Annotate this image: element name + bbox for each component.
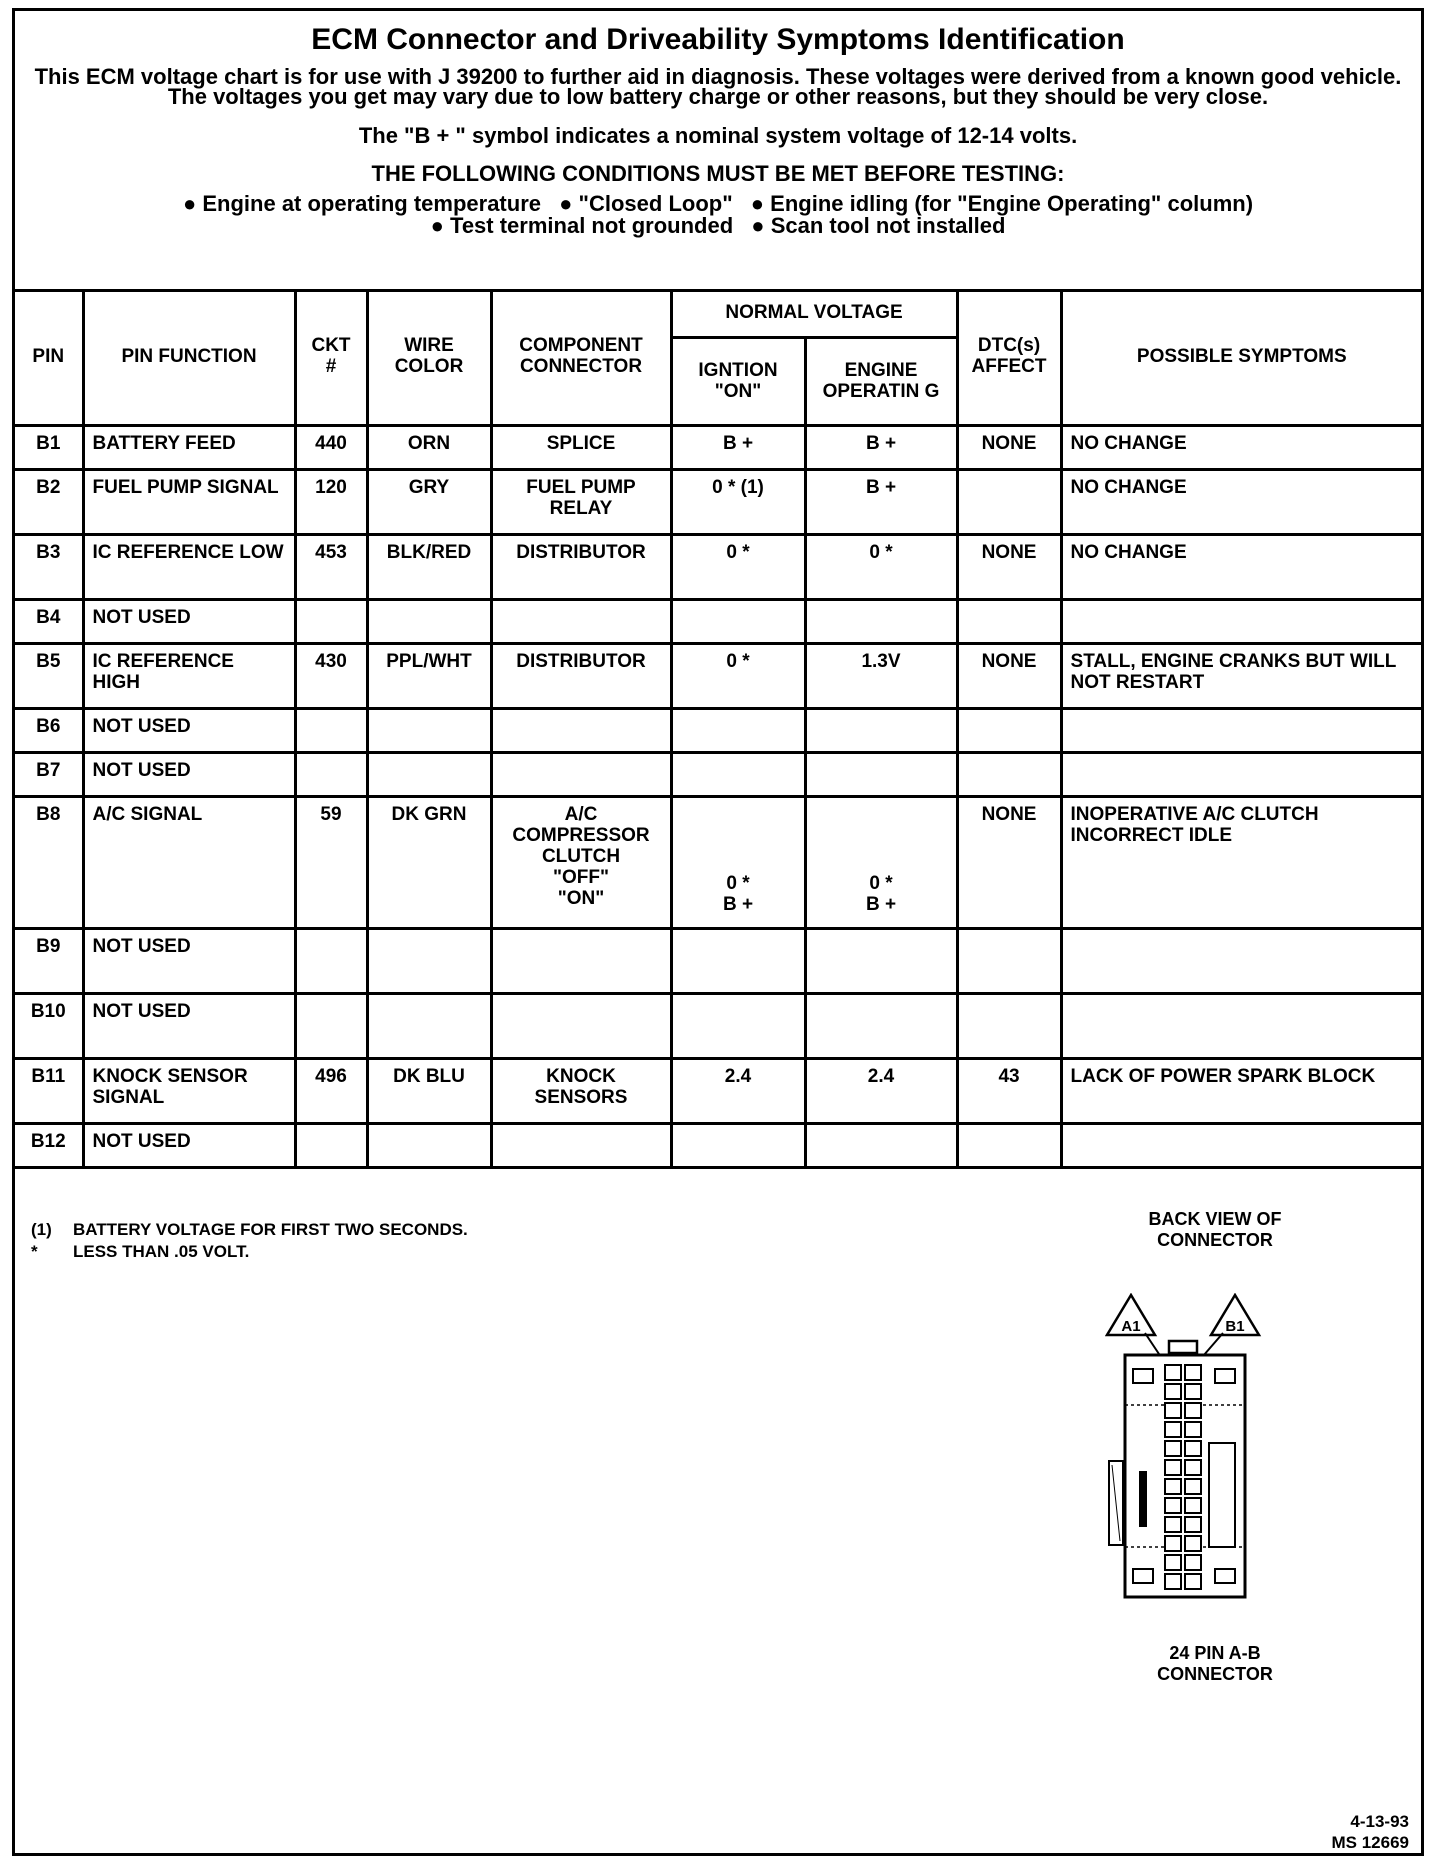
right-panel [1209, 1443, 1235, 1547]
table-row [15, 928, 1421, 993]
pin-cavity [1185, 1536, 1201, 1551]
cell-function: NOT USED [83, 928, 295, 993]
pin-cavity [1165, 1498, 1181, 1513]
intro-paragraph: This ECM voltage chart is for use with J 39200 to further aid in diagnosis. These voltages were derived from a known good vehicle. The voltages you get may vary due to low battery charge or other reasons, but they should be very close. [34, 64, 1402, 109]
cell-symptoms: STALL, ENGINE CRANKS BUT WILL NOT RESTART [1061, 643, 1421, 708]
cell-ckt: 496 [295, 1058, 367, 1123]
table-row [15, 469, 1421, 534]
cell-symptoms: NO CHANGE [1061, 534, 1421, 599]
cell-pin: B5 [15, 643, 83, 708]
pin-cavity [1185, 1555, 1201, 1570]
cell-dtc: NONE [957, 643, 1061, 708]
condition-item: ● Scan tool not installed [751, 213, 1006, 238]
bullet-icon: ● [182, 191, 197, 216]
cell-ignition: 0 * (1) [671, 469, 805, 534]
bullet-icon: ● [750, 191, 765, 216]
cell-pin: B9 [15, 928, 83, 993]
cell-wire: PPL/WHT [367, 643, 491, 708]
footnote-text: BATTERY VOLTAGE FOR FIRST TWO SECONDS. [73, 1220, 468, 1239]
col-header-ckt: CKT # [295, 289, 367, 425]
pin-cavity [1165, 1365, 1181, 1380]
table-row [15, 1058, 1421, 1123]
component-state-on: "ON" [557, 887, 605, 909]
cell-engine: 1.3V [805, 643, 957, 708]
cell-wire: GRY [367, 469, 491, 534]
pin-cavity [1185, 1479, 1201, 1494]
col-header-component: COMPONENT CONNECTOR [491, 289, 671, 425]
table-row [15, 752, 1421, 796]
col-header-ignition-on: IGNTION "ON" [671, 337, 805, 425]
table-row [15, 796, 1421, 928]
pin-cavity [1165, 1422, 1181, 1437]
col-header-normal-voltage: NORMAL VOLTAGE [671, 289, 957, 337]
voltage-table [15, 289, 1421, 1169]
cell-wire: ORN [367, 425, 491, 469]
pin-cavity [1185, 1574, 1201, 1589]
cell-dtc: NONE [957, 425, 1061, 469]
cell-component: KNOCK SENSORS [491, 1058, 671, 1123]
pin-cavity [1185, 1403, 1201, 1418]
condition-item: ● "Closed Loop" [559, 191, 733, 216]
bullet-icon: ● [559, 191, 573, 216]
cell-function: NOT USED [83, 752, 295, 796]
bplus-note: The "B + " symbol indicates a nominal system voltage of 12-14 volts. [358, 123, 1078, 148]
cell-symptoms: NO CHANGE [1061, 425, 1421, 469]
pin-cavity [1185, 1384, 1201, 1399]
table-row [15, 425, 1421, 469]
cell-engine: B + [805, 425, 957, 469]
pin-cavity [1165, 1384, 1181, 1399]
cell-function: IC REFERENCE HIGH [83, 643, 295, 708]
cell-engine: B + [805, 469, 957, 534]
pin-cavity [1165, 1517, 1181, 1532]
pin-cavity [1185, 1441, 1201, 1456]
col-header-dtc: DTC(s) AFFECT [957, 289, 1061, 425]
table-row [15, 708, 1421, 752]
table-row [15, 993, 1421, 1058]
label-b1: B1 [1225, 1318, 1245, 1335]
condition-item: ● Engine at operating temperature [182, 191, 541, 216]
footnote-mark: (1) [31, 1220, 52, 1239]
cell-function: NOT USED [83, 599, 295, 643]
stamp-date: 4-13-93 [1350, 1812, 1409, 1831]
cell-wire: DK GRN [367, 796, 491, 928]
cell-engine: 0 * [805, 534, 957, 599]
cell-ckt: 120 [295, 469, 367, 534]
cell-ckt: 59 [295, 796, 367, 928]
cell-dtc: NONE [957, 796, 1061, 928]
condition-item: ● Engine idling (for "Engine Operating" column) [750, 191, 1254, 216]
cavity-top-left [1133, 1369, 1153, 1383]
left-key [1139, 1471, 1147, 1527]
cell-component: FUEL PUMP RELAY [491, 469, 671, 534]
col-header-symptoms: POSSIBLE SYMPTOMS [1061, 289, 1421, 425]
cell-wire: BLK/RED [367, 534, 491, 599]
cell-ignition: B + [671, 425, 805, 469]
pin-cavity [1185, 1517, 1201, 1532]
condition-item: ● Test terminal not grounded [430, 213, 734, 238]
cell-symptoms: NO CHANGE [1061, 469, 1421, 534]
pin-cavity [1165, 1536, 1181, 1551]
cell-function: A/C SIGNAL [83, 796, 295, 928]
cell-function: NOT USED [83, 708, 295, 752]
cavity-bottom-left [1133, 1569, 1153, 1583]
conditions-heading: THE FOLLOWING CONDITIONS MUST BE MET BEFORE TESTING: [371, 161, 1065, 186]
cell-pin: B4 [15, 599, 83, 643]
pin-cavity [1165, 1555, 1181, 1570]
cavity-top-right [1215, 1369, 1235, 1383]
cell-dtc: NONE [957, 534, 1061, 599]
connector-latch [1169, 1341, 1197, 1353]
cell-pin: B3 [15, 534, 83, 599]
pin-cavity [1165, 1403, 1181, 1418]
cell-ckt: 440 [295, 425, 367, 469]
footnote-text: LESS THAN .05 VOLT. [73, 1242, 250, 1261]
label-a1: A1 [1121, 1318, 1141, 1335]
footnote [31, 1219, 468, 1241]
cell-ignition: 0 * [671, 643, 805, 708]
cell-ignition: 0 * [671, 534, 805, 599]
bullet-icon: ● [751, 213, 765, 238]
footnote [31, 1241, 468, 1263]
conditions-line-1 [15, 193, 1421, 215]
pin-cavity [1165, 1441, 1181, 1456]
cell-ignition: 2.4 [671, 1058, 805, 1123]
cell-component: DISTRIBUTOR [491, 643, 671, 708]
pin-cavity [1185, 1498, 1201, 1513]
cell-pin: B8 [15, 796, 83, 928]
page-title: ECM Connector and Driveability Symptoms Identification [311, 23, 1125, 56]
pin-cavity [1165, 1460, 1181, 1475]
cell-pin: B1 [15, 425, 83, 469]
cell-ignition [671, 796, 805, 928]
pin-cavity [1185, 1365, 1201, 1380]
col-header-pin: PIN [15, 289, 83, 425]
cell-function: BATTERY FEED [83, 425, 295, 469]
document-sheet [12, 8, 1424, 1856]
component-name: A/C COMPRESSOR CLUTCH [512, 803, 650, 867]
cell-pin: B7 [15, 752, 83, 796]
cell-pin: B10 [15, 993, 83, 1058]
table-row [15, 599, 1421, 643]
pin-cavity [1165, 1574, 1181, 1589]
cell-engine [805, 796, 957, 928]
bullet-icon: ● [430, 213, 444, 238]
cell-function: IC REFERENCE LOW [83, 534, 295, 599]
table-row [15, 643, 1421, 708]
cell-ckt: 430 [295, 643, 367, 708]
connector-diagram [1105, 1293, 1305, 1633]
header-block [15, 11, 1421, 292]
footnotes [31, 1219, 468, 1263]
footnote-mark: * [31, 1242, 38, 1261]
stamp-code: MS 12669 [1331, 1833, 1409, 1852]
connector-bottom-caption: 24 PIN A-B CONNECTOR [1157, 1643, 1273, 1684]
col-header-pin-function: PIN FUNCTION [83, 289, 295, 425]
table-row [15, 1123, 1421, 1167]
pin-cavity [1165, 1479, 1181, 1494]
conditions-line-2 [15, 215, 1421, 237]
cell-component: DISTRIBUTOR [491, 534, 671, 599]
cell-function: KNOCK SENSOR SIGNAL [83, 1058, 295, 1123]
component-state-off: "OFF" [552, 866, 609, 888]
cell-ckt: 453 [295, 534, 367, 599]
cell-function: NOT USED [83, 993, 295, 1058]
connector-top-caption: BACK VIEW OF CONNECTOR [1148, 1209, 1282, 1250]
cell-pin: B12 [15, 1123, 83, 1167]
cell-function: NOT USED [83, 1123, 295, 1167]
col-header-engine-operating: ENGINE OPERATIN G [805, 337, 957, 425]
cavity-bottom-right [1215, 1569, 1235, 1583]
pin-cavity [1185, 1460, 1201, 1475]
cell-function: FUEL PUMP SIGNAL [83, 469, 295, 534]
cell-component: SPLICE [491, 425, 671, 469]
ignition-off-value: 0 * [726, 872, 750, 894]
col-header-wire-color: WIRE COLOR [367, 289, 491, 425]
cell-symptoms: LACK OF POWER SPARK BLOCK [1061, 1058, 1421, 1123]
cell-wire: DK BLU [367, 1058, 491, 1123]
engine-on-value: B + [865, 893, 897, 915]
engine-off-value: 0 * [869, 872, 893, 894]
cell-symptoms: INOPERATIVE A/C CLUTCH INCORRECT IDLE [1061, 796, 1421, 928]
cell-dtc [957, 469, 1061, 534]
cell-component [491, 796, 671, 928]
document-stamp [1332, 1811, 1410, 1853]
cell-engine: 2.4 [805, 1058, 957, 1123]
cell-pin: B6 [15, 708, 83, 752]
ignition-on-value: B + [722, 893, 754, 915]
cell-dtc: 43 [957, 1058, 1061, 1123]
pin-cavity [1185, 1422, 1201, 1437]
cell-pin: B11 [15, 1058, 83, 1123]
cell-pin: B2 [15, 469, 83, 534]
table-row [15, 534, 1421, 599]
